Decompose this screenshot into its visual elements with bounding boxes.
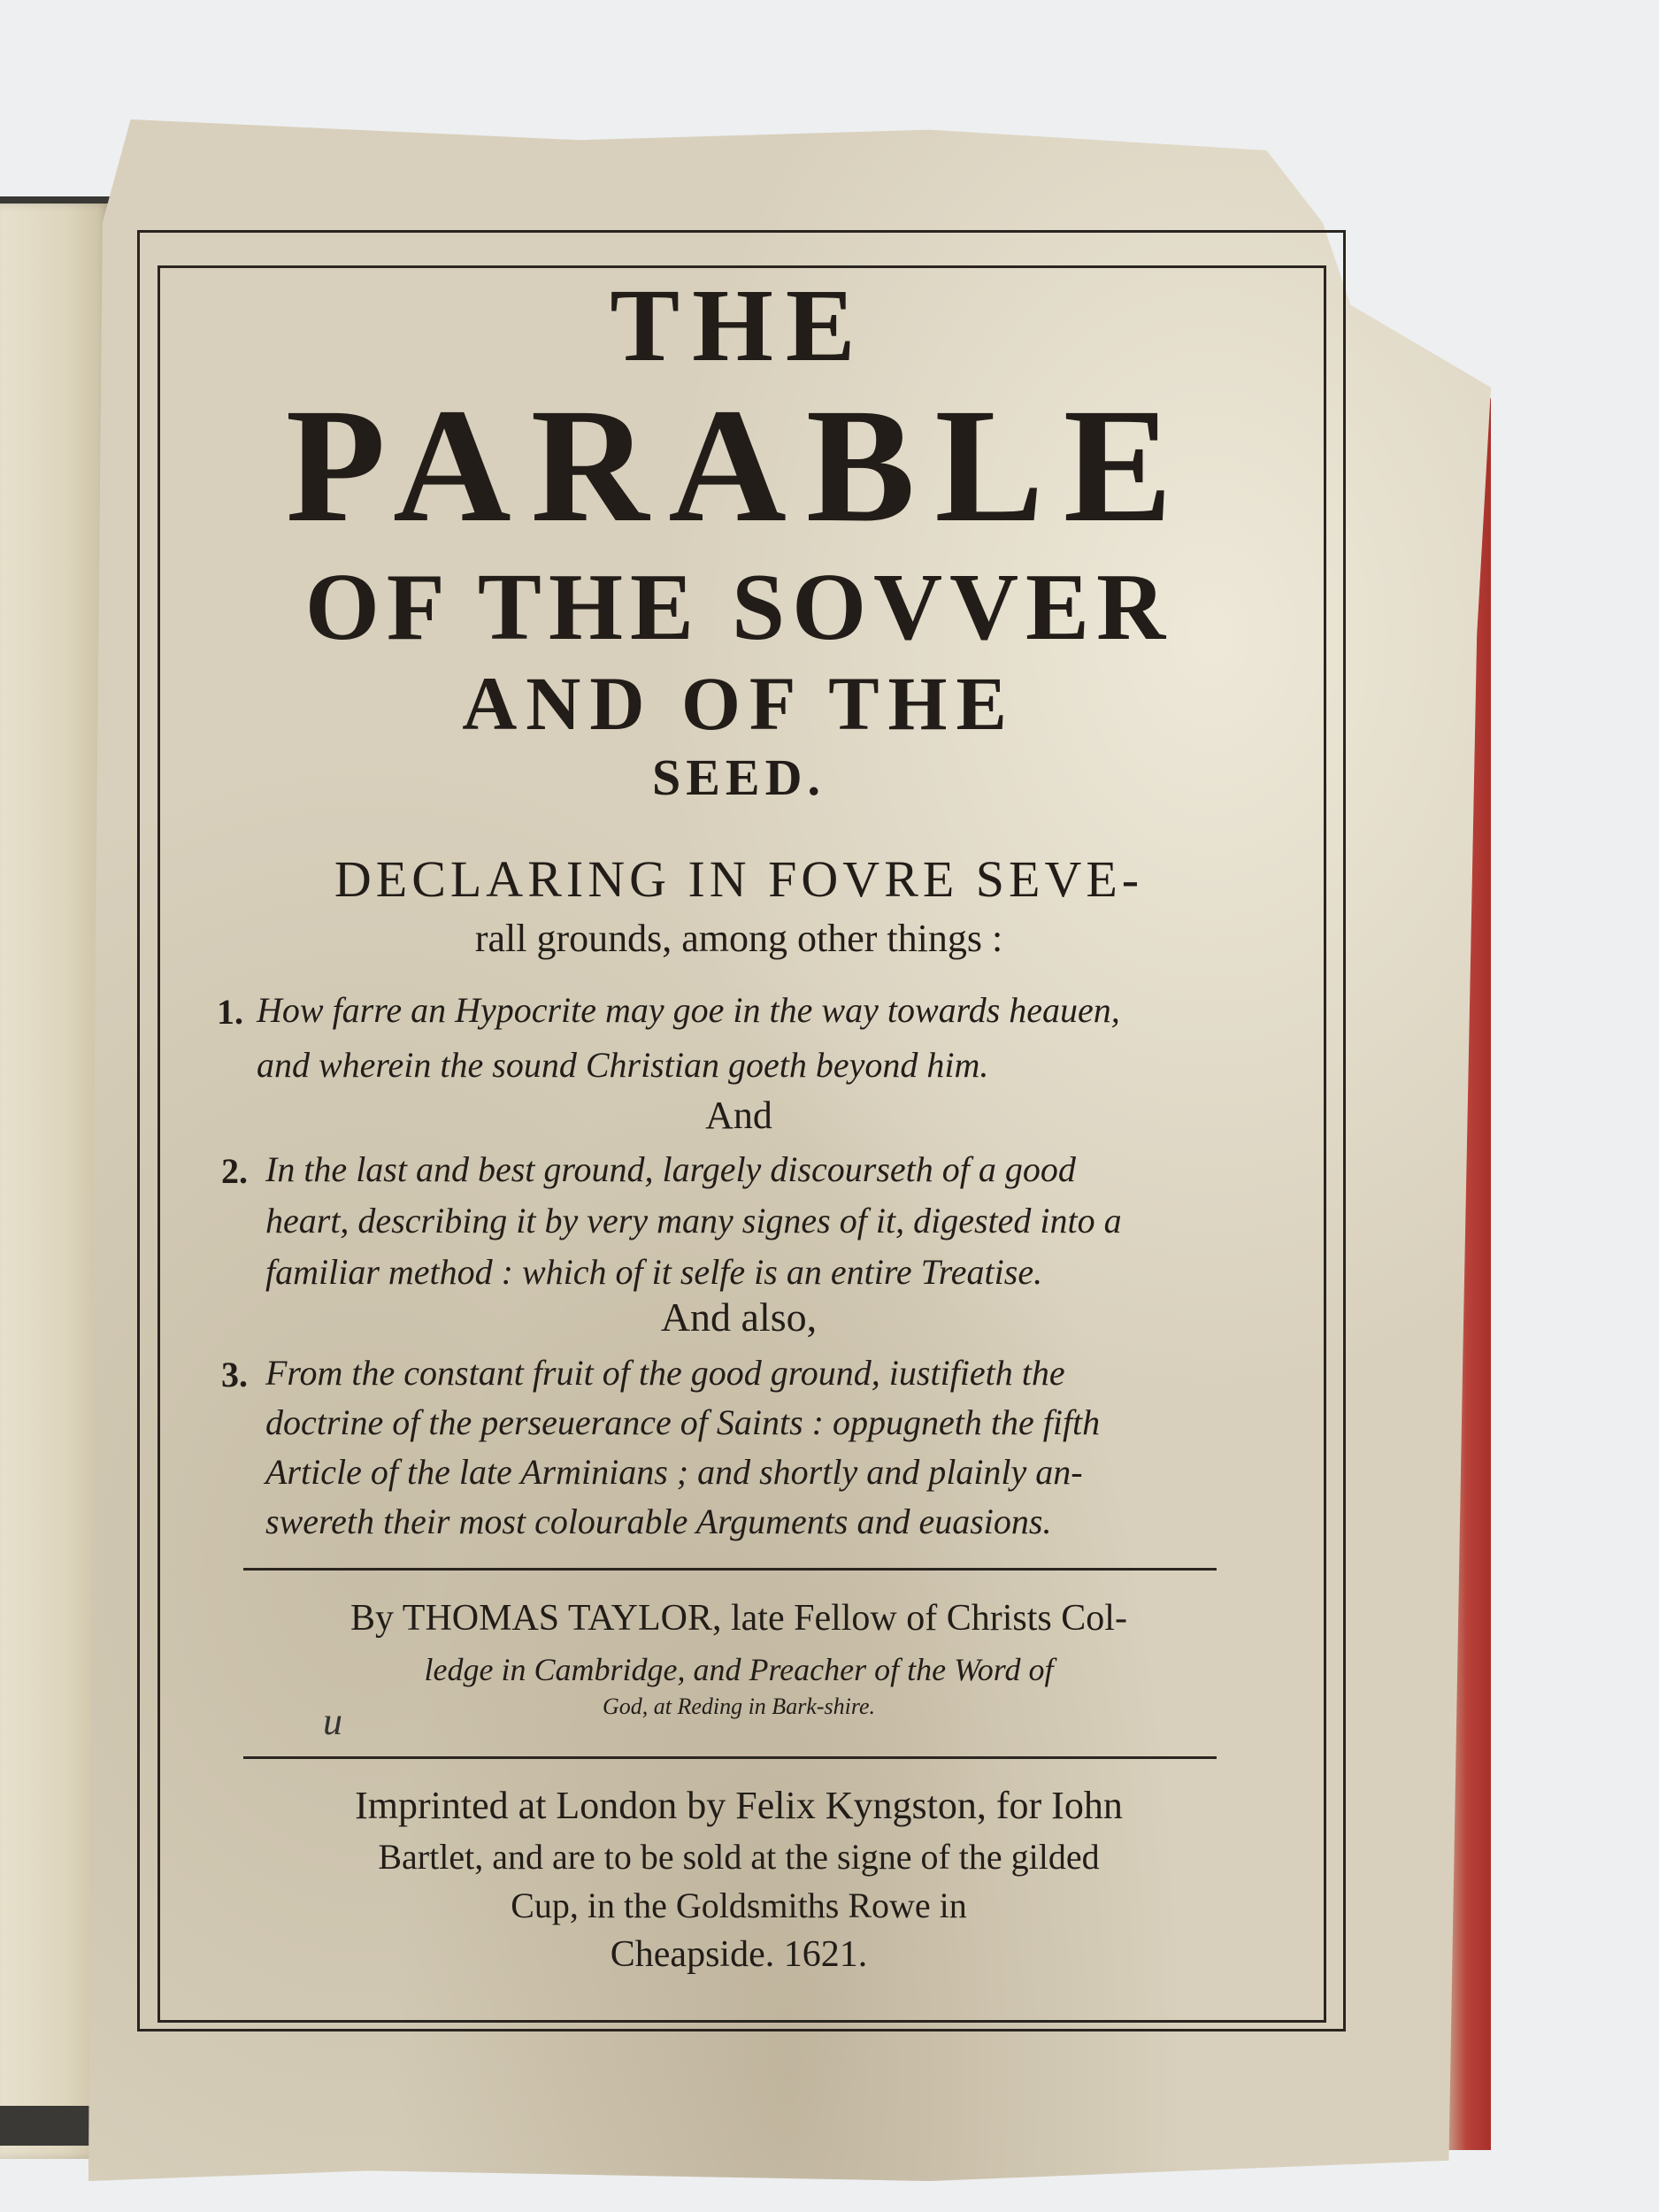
declaring-line-2: rall grounds, among other things : <box>474 917 1003 960</box>
point-2-line-3: familiar method : which of it selfe is an entire Treatise. <box>265 1252 1043 1292</box>
author-line-1: By THOMAS TAYLOR, late Fellow of Christs Col- <box>350 1598 1127 1639</box>
declaring-line-1: DECLARING IN FOVRE SEVE- <box>334 850 1144 908</box>
author-line-2: ledge in Cambridge, and Preacher of the Word of <box>424 1652 1054 1687</box>
title-line-and-of-the: AND OF THE <box>462 661 1016 746</box>
connector-and: And <box>705 1094 772 1137</box>
point-3-number: 3. <box>221 1355 248 1394</box>
point-3-line-3: Article of the late Arminians ; and shortly and plainly an- <box>265 1452 1083 1492</box>
point-2-number: 2. <box>221 1151 248 1191</box>
rule-above-imprint <box>243 1756 1217 1759</box>
point-3-line-1: From the constant fruit of the good ground, iustifieth the <box>265 1353 1065 1393</box>
imprint-line-2: Bartlet, and are to be sold at the signe of the gilded <box>378 1837 1100 1877</box>
author-line-3: God, at Reding in Bark-shire. <box>602 1694 876 1719</box>
point-2-line-2: heart, describing it by very many signes of it, digested into a <box>265 1201 1122 1240</box>
point-1-number: 1. <box>217 992 243 1032</box>
title-line-seed: SEED. <box>651 749 826 806</box>
imprint-line-3: Cup, in the Goldsmiths Rowe in <box>511 1886 967 1925</box>
rule-above-author <box>243 1568 1217 1571</box>
point-3-line-4: swereth their most colourable Arguments and euasions. <box>265 1502 1052 1541</box>
title-line-the: THE <box>610 267 868 383</box>
point-1-line-1: How farre an Hypocrite may goe in the way towards heauen, <box>257 990 1120 1030</box>
imprint-line-4: Cheapside. 1621. <box>610 1934 868 1975</box>
point-2-line-1: In the last and best ground, largely discourseth of a good <box>265 1149 1076 1189</box>
point-1-line-2: and wherein the sound Christian goeth beyond him. <box>257 1045 989 1085</box>
handwritten-mark: u <box>323 1700 342 1743</box>
point-3-line-2: doctrine of the perseuerance of Saints : oppugneth the fifth <box>265 1402 1101 1442</box>
title-line-parable: PARABLE <box>285 375 1193 557</box>
imprint-line-1: Imprinted at London by Felix Kyngston, for Iohn <box>355 1784 1123 1827</box>
title-line-sower: OF THE SOVVER <box>304 555 1173 660</box>
connector-and-also: And also, <box>660 1294 818 1340</box>
